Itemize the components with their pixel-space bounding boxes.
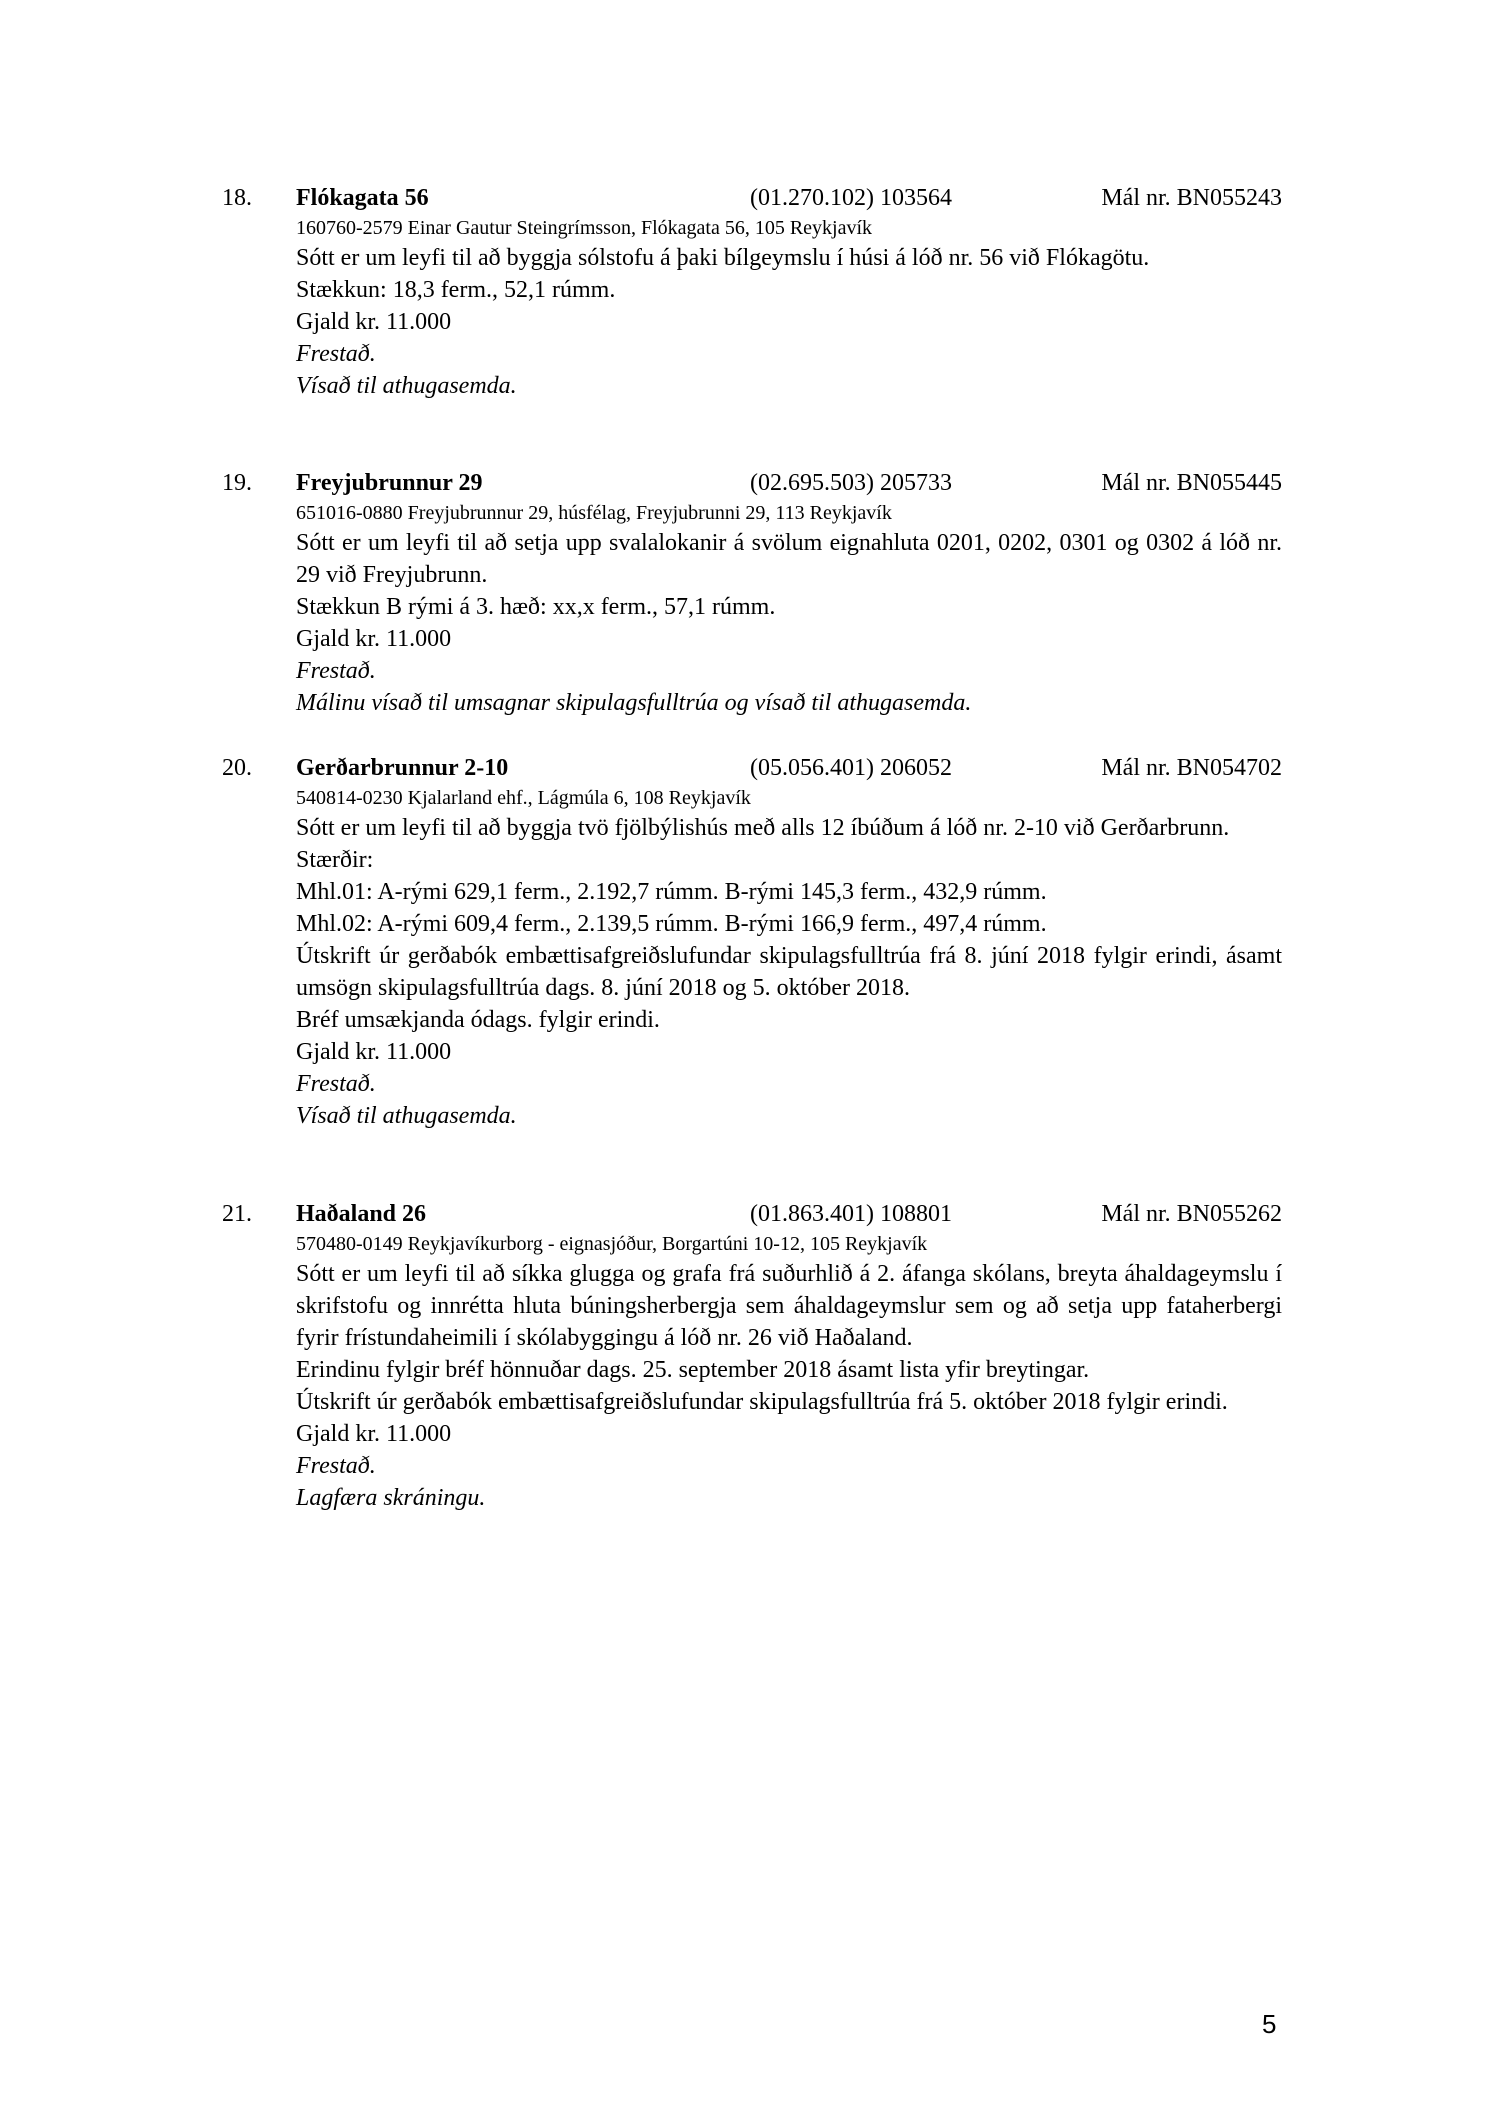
case-extra: Útskrift úr gerðabók embættisafgreiðslufundar skipulagsfulltrúa frá 5. október 2018 fylgir erindi. [296, 1389, 1228, 1415]
case-reference: (05.056.401) 206052 [750, 755, 952, 781]
case-number-id: Mál nr. BN055243 [1101, 185, 1282, 211]
case-line: Stærðir: [296, 847, 374, 873]
case-applicant: 651016-0880 Freyjubrunnur 29, húsfélag, Freyjubrunni 29, 113 Reykjavík [296, 502, 892, 524]
case-description: Sótt er um leyfi til að byggja tvö fjölbýlishús með alls 12 íbúðum á lóð nr. 2-10 við Gerðarbrunn. [296, 815, 1230, 841]
case-number: 20. [222, 755, 252, 781]
case-decision: Frestað. [296, 658, 376, 684]
case-decision: Lagfæra skráningu. [296, 1485, 486, 1511]
case-description: Sótt er um leyfi til að setja upp svalalokanir á svölum eignahluta 0201, 0202, 0301 og 0302 á lóð nr. 29 við Freyjubrunn. [296, 530, 1282, 588]
case-line: Bréf umsækjanda ódags. fylgir erindi. [296, 1007, 660, 1033]
case-title: Flókagata 56 [296, 185, 429, 211]
case-item [222, 752, 1282, 1132]
case-body [296, 499, 1282, 719]
case-number: 18. [222, 185, 252, 211]
case-title: Freyjubrunnur 29 [296, 470, 483, 496]
case-applicant: 160760-2579 Einar Gautur Steingrímsson, Flókagata 56, 105 Reykjavík [296, 217, 873, 239]
case-applicant: 570480-0149 Reykjavíkurborg - eignasjóður, Borgartúni 10-12, 105 Reykjavík [296, 1233, 928, 1255]
case-reference: (01.270.102) 103564 [750, 185, 952, 211]
case-description: Sótt er um leyfi til að síkka glugga og grafa frá suðurhlið á 2. áfanga skólans, breyta áhaldageymslu í skrifstofu og innrétta hluta búningsherbergja sem áhaldageymslur sem og að setja upp fataherbergi fyrir frístundaheimili í skólabyggingu á lóð nr. 26 við Haðaland. [296, 1261, 1282, 1351]
case-number: 21. [222, 1201, 252, 1227]
case-decision: Vísað til athugasemda. [296, 373, 517, 399]
case-header [222, 1198, 1282, 1230]
case-item [222, 467, 1282, 719]
case-line: Mhl.02: A-rými 609,4 ferm., 2.139,5 rúmm. B-rými 166,9 ferm., 497,4 rúmm. [296, 911, 1047, 937]
case-body [296, 1230, 1282, 1514]
case-decision: Frestað. [296, 1453, 376, 1479]
case-line: Erindinu fylgir bréf hönnuðar dags. 25. september 2018 ásamt lista yfir breytingar. [296, 1357, 1090, 1383]
page-number: 5 [1262, 2009, 1277, 2039]
case-extra: Útskrift úr gerðabók embættisafgreiðslufundar skipulagsfulltrúa frá 8. júní 2018 fylgir erindi, ásamt umsögn skipulagsfulltrúa dags. 8. júní 2018 og 5. október 2018. [296, 943, 1282, 1001]
case-header [222, 752, 1282, 784]
case-line: Stækkun: 18,3 ferm., 52,1 rúmm. [296, 277, 616, 303]
case-item [222, 1198, 1282, 1514]
case-header [222, 182, 1282, 214]
case-decision: Frestað. [296, 341, 376, 367]
case-title: Gerðarbrunnur 2-10 [296, 755, 509, 781]
case-fee: Gjald kr. 11.000 [296, 309, 452, 335]
case-title: Haðaland 26 [296, 1201, 427, 1227]
case-item [222, 182, 1282, 402]
case-applicant: 540814-0230 Kjalarland ehf., Lágmúla 6, 108 Reykjavík [296, 787, 751, 809]
case-line: Stækkun B rými á 3. hæð: xx,x ferm., 57,1 rúmm. [296, 594, 776, 620]
case-header [222, 467, 1282, 499]
case-number-id: Mál nr. BN055445 [1101, 470, 1282, 496]
case-reference: (01.863.401) 108801 [750, 1201, 952, 1227]
case-body [296, 214, 1282, 402]
case-number-id: Mál nr. BN054702 [1101, 755, 1282, 781]
case-fee: Gjald kr. 11.000 [296, 1039, 452, 1065]
case-number: 19. [222, 470, 252, 496]
case-description: Sótt er um leyfi til að byggja sólstofu á þaki bílgeymslu í húsi á lóð nr. 56 við Flókagötu. [296, 245, 1150, 271]
case-decision: Frestað. [296, 1071, 376, 1097]
case-body [296, 784, 1282, 1132]
case-fee: Gjald kr. 11.000 [296, 1421, 452, 1447]
case-decision: Málinu vísað til umsagnar skipulagsfulltrúa og vísað til athugasemda. [296, 690, 972, 716]
case-decision: Vísað til athugasemda. [296, 1103, 517, 1129]
case-fee: Gjald kr. 11.000 [296, 626, 452, 652]
case-line: Mhl.01: A-rými 629,1 ferm., 2.192,7 rúmm. B-rými 145,3 ferm., 432,9 rúmm. [296, 879, 1047, 905]
case-number-id: Mál nr. BN055262 [1101, 1201, 1282, 1227]
case-reference: (02.695.503) 205733 [750, 470, 952, 496]
